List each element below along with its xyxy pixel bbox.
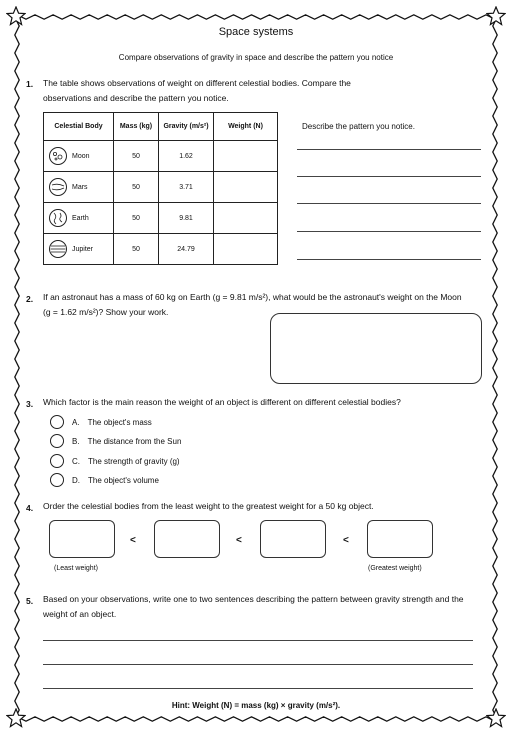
earth-icon — [49, 209, 67, 227]
star-icon — [6, 708, 26, 728]
weight-cell[interactable] — [214, 234, 278, 265]
answer-line[interactable] — [297, 149, 481, 150]
order-box[interactable] — [367, 520, 433, 558]
question-number: 3. — [26, 399, 34, 409]
star-icon — [6, 6, 26, 26]
answer-line[interactable] — [297, 259, 481, 260]
option-text: The strength of gravity (g) — [88, 456, 180, 466]
table-header-row — [44, 113, 278, 141]
column-header: Weight (N) — [214, 113, 278, 141]
option-a[interactable] — [50, 414, 152, 430]
mass-cell: 50 — [114, 141, 159, 172]
weight-cell[interactable] — [214, 141, 278, 172]
option-text: The distance from the Sun — [87, 436, 182, 446]
star-icon — [486, 6, 506, 26]
hint-text: Hint: Weight (N) = mass (kg) × gravity (m/s²). — [171, 701, 341, 710]
radio-circle[interactable] — [50, 473, 64, 487]
star-icon — [486, 708, 506, 728]
column-header: Mass (kg) — [114, 113, 159, 141]
celestial-body-name: Jupiter — [72, 245, 94, 253]
greatest-weight-label: (Greatest weight) — [368, 565, 422, 572]
mass-cell: 50 — [114, 203, 159, 234]
question-text: Which factor is the main reason the weight of an object is different on different celestial bodies? — [43, 397, 401, 407]
jupiter-icon — [49, 240, 67, 258]
page-subtitle: Compare observations of gravity in space and describe the pattern you notice — [118, 53, 394, 62]
question-text: Order the celestial bodies from the least weight to the greatest weight for a 50 kg object. — [43, 501, 374, 511]
question-number: 4. — [26, 503, 34, 513]
option-c[interactable] — [50, 453, 180, 469]
gravity-cell: 1.62 — [159, 141, 214, 172]
gravity-cell: 24.79 — [159, 234, 214, 265]
option-letter: A. — [72, 417, 80, 427]
table-row — [44, 172, 278, 203]
question-number: 1. — [26, 79, 34, 89]
option-letter: B. — [72, 436, 80, 446]
radio-circle[interactable] — [50, 454, 64, 468]
option-b[interactable] — [50, 433, 181, 449]
answer-line[interactable] — [43, 640, 473, 641]
order-box[interactable] — [49, 520, 115, 558]
mass-cell: 50 — [114, 234, 159, 265]
weight-cell[interactable] — [214, 172, 278, 203]
mass-cell: 50 — [114, 172, 159, 203]
column-header: Celestial Body — [44, 113, 114, 141]
gravity-cell: 9.81 — [159, 203, 214, 234]
answer-line[interactable] — [297, 203, 481, 204]
option-letter: C. — [72, 456, 80, 466]
less-than-sign: < — [236, 535, 242, 546]
radio-circle[interactable] — [50, 415, 64, 429]
answer-line[interactable] — [43, 664, 473, 665]
order-box[interactable] — [260, 520, 326, 558]
table-row — [44, 234, 278, 265]
answer-line[interactable] — [297, 231, 481, 232]
option-d[interactable] — [50, 472, 159, 488]
question-text: The table shows observations of weight on different celestial bodies. Compare the observations and describe the pattern you notice. — [43, 78, 351, 103]
answer-line[interactable] — [43, 688, 473, 689]
celestial-body-name: Mars — [72, 183, 88, 191]
mars-icon — [49, 178, 67, 196]
answer-line[interactable] — [297, 176, 481, 177]
describe-prompt: Describe the pattern you notice. — [302, 122, 415, 131]
page-title: Space systems — [218, 26, 294, 38]
question-text: If an astronaut has a mass of 60 kg on Earth (g = 9.81 m/s²), what would be the astronaut's weight on the Moon (g = 1.62 m/s²)? Show your work. — [43, 292, 462, 317]
observations-table — [43, 112, 278, 265]
question-text: Based on your observations, write one to two sentences describing the pattern between gravity strength and the weight of an object. — [43, 594, 464, 619]
table-row — [44, 141, 278, 172]
option-letter: D. — [72, 475, 80, 485]
option-text: The object's mass — [87, 417, 152, 427]
order-box[interactable] — [154, 520, 220, 558]
celestial-body-name: Moon — [72, 152, 90, 160]
column-header: Gravity (m/s²) — [159, 113, 214, 141]
question-number: 2. — [26, 294, 34, 304]
work-answer-box[interactable] — [270, 313, 482, 384]
option-text: The object's volume — [88, 475, 159, 485]
question-number: 5. — [26, 596, 34, 606]
less-than-sign: < — [130, 535, 136, 546]
gravity-cell: 3.71 — [159, 172, 214, 203]
less-than-sign: < — [343, 535, 349, 546]
celestial-body-name: Earth — [72, 214, 89, 222]
moon-icon — [49, 147, 67, 165]
table-row — [44, 203, 278, 234]
radio-circle[interactable] — [50, 434, 64, 448]
weight-cell[interactable] — [214, 203, 278, 234]
least-weight-label: (Least weight) — [54, 565, 98, 572]
